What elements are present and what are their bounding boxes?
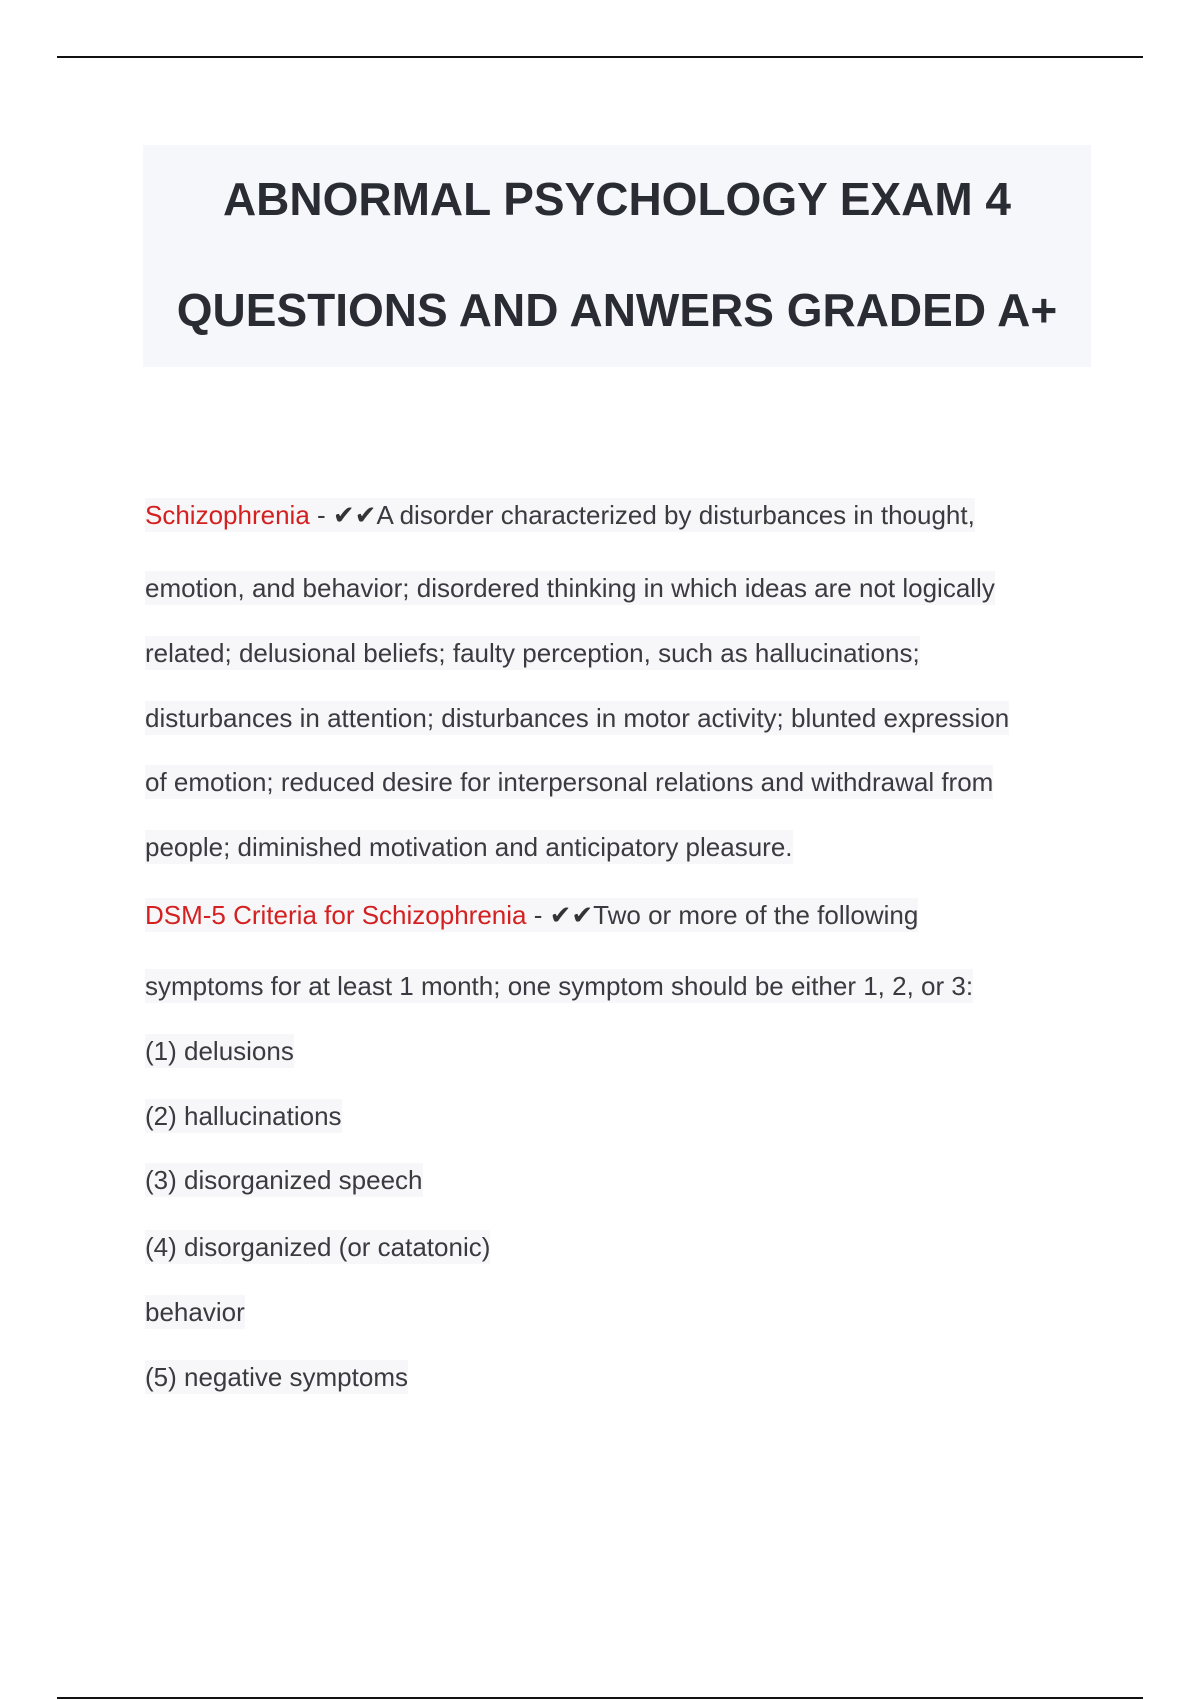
definition-text: of emotion; reduced desire for interpersonal relations and withdrawal from <box>145 767 994 797</box>
term-separator: - <box>309 500 333 530</box>
list-item <box>145 1163 423 1197</box>
definition-text: Two or more of the following <box>593 900 919 930</box>
list-item-continuation <box>145 1295 245 1329</box>
definition-text: disturbances in attention; disturbances in motor activity; blunted expression <box>145 703 1010 733</box>
list-item-text: (3) disorganized speech <box>145 1165 423 1195</box>
term-separator: - <box>526 900 550 930</box>
double-check-icon: ✔✔ <box>332 500 377 530</box>
entry-schizophrenia-line-1 <box>145 498 975 532</box>
bottom-rule <box>57 1697 1143 1699</box>
top-rule <box>57 56 1143 58</box>
list-item-text: (2) hallucinations <box>145 1101 342 1131</box>
term-dsm5-criteria: DSM-5 Criteria for Schizophrenia <box>145 900 527 930</box>
page-title-line-2: QUESTIONS AND ANWERS GRADED A+ <box>176 284 1058 336</box>
list-item-text: (1) delusions <box>145 1036 294 1066</box>
definition-line <box>145 701 1009 735</box>
definition-text: related; delusional beliefs; faulty perception, such as hallucinations; <box>145 638 920 668</box>
list-item-text: (5) negative symptoms <box>145 1362 408 1392</box>
definition-line <box>145 969 973 1003</box>
term-schizophrenia: Schizophrenia <box>145 500 310 530</box>
definition-text: symptoms for at least 1 month; one symptom should be either 1, 2, or 3: <box>145 971 974 1001</box>
list-item <box>145 1034 294 1068</box>
list-item <box>145 1360 408 1394</box>
definition-text: emotion, and behavior; disordered thinking in which ideas are not logically <box>145 573 995 603</box>
definition-line <box>145 830 793 864</box>
definition-text: people; diminished motivation and anticipatory pleasure. <box>145 832 793 862</box>
definition-line <box>145 765 993 799</box>
double-check-icon: ✔✔ <box>549 900 594 930</box>
entry-dsm5-criteria-line-1 <box>145 898 918 932</box>
list-item-text: (4) disorganized (or catatonic) <box>145 1232 491 1262</box>
list-item <box>145 1099 342 1133</box>
page-title-line-1: ABNORMAL PSYCHOLOGY EXAM 4 <box>222 173 1012 225</box>
list-item <box>145 1230 490 1264</box>
definition-text: A disorder characterized by disturbances in thought, <box>376 500 975 530</box>
definition-line <box>145 636 920 670</box>
list-item-text: behavior <box>145 1297 245 1327</box>
definition-line <box>145 571 995 605</box>
title-block <box>143 145 1091 367</box>
